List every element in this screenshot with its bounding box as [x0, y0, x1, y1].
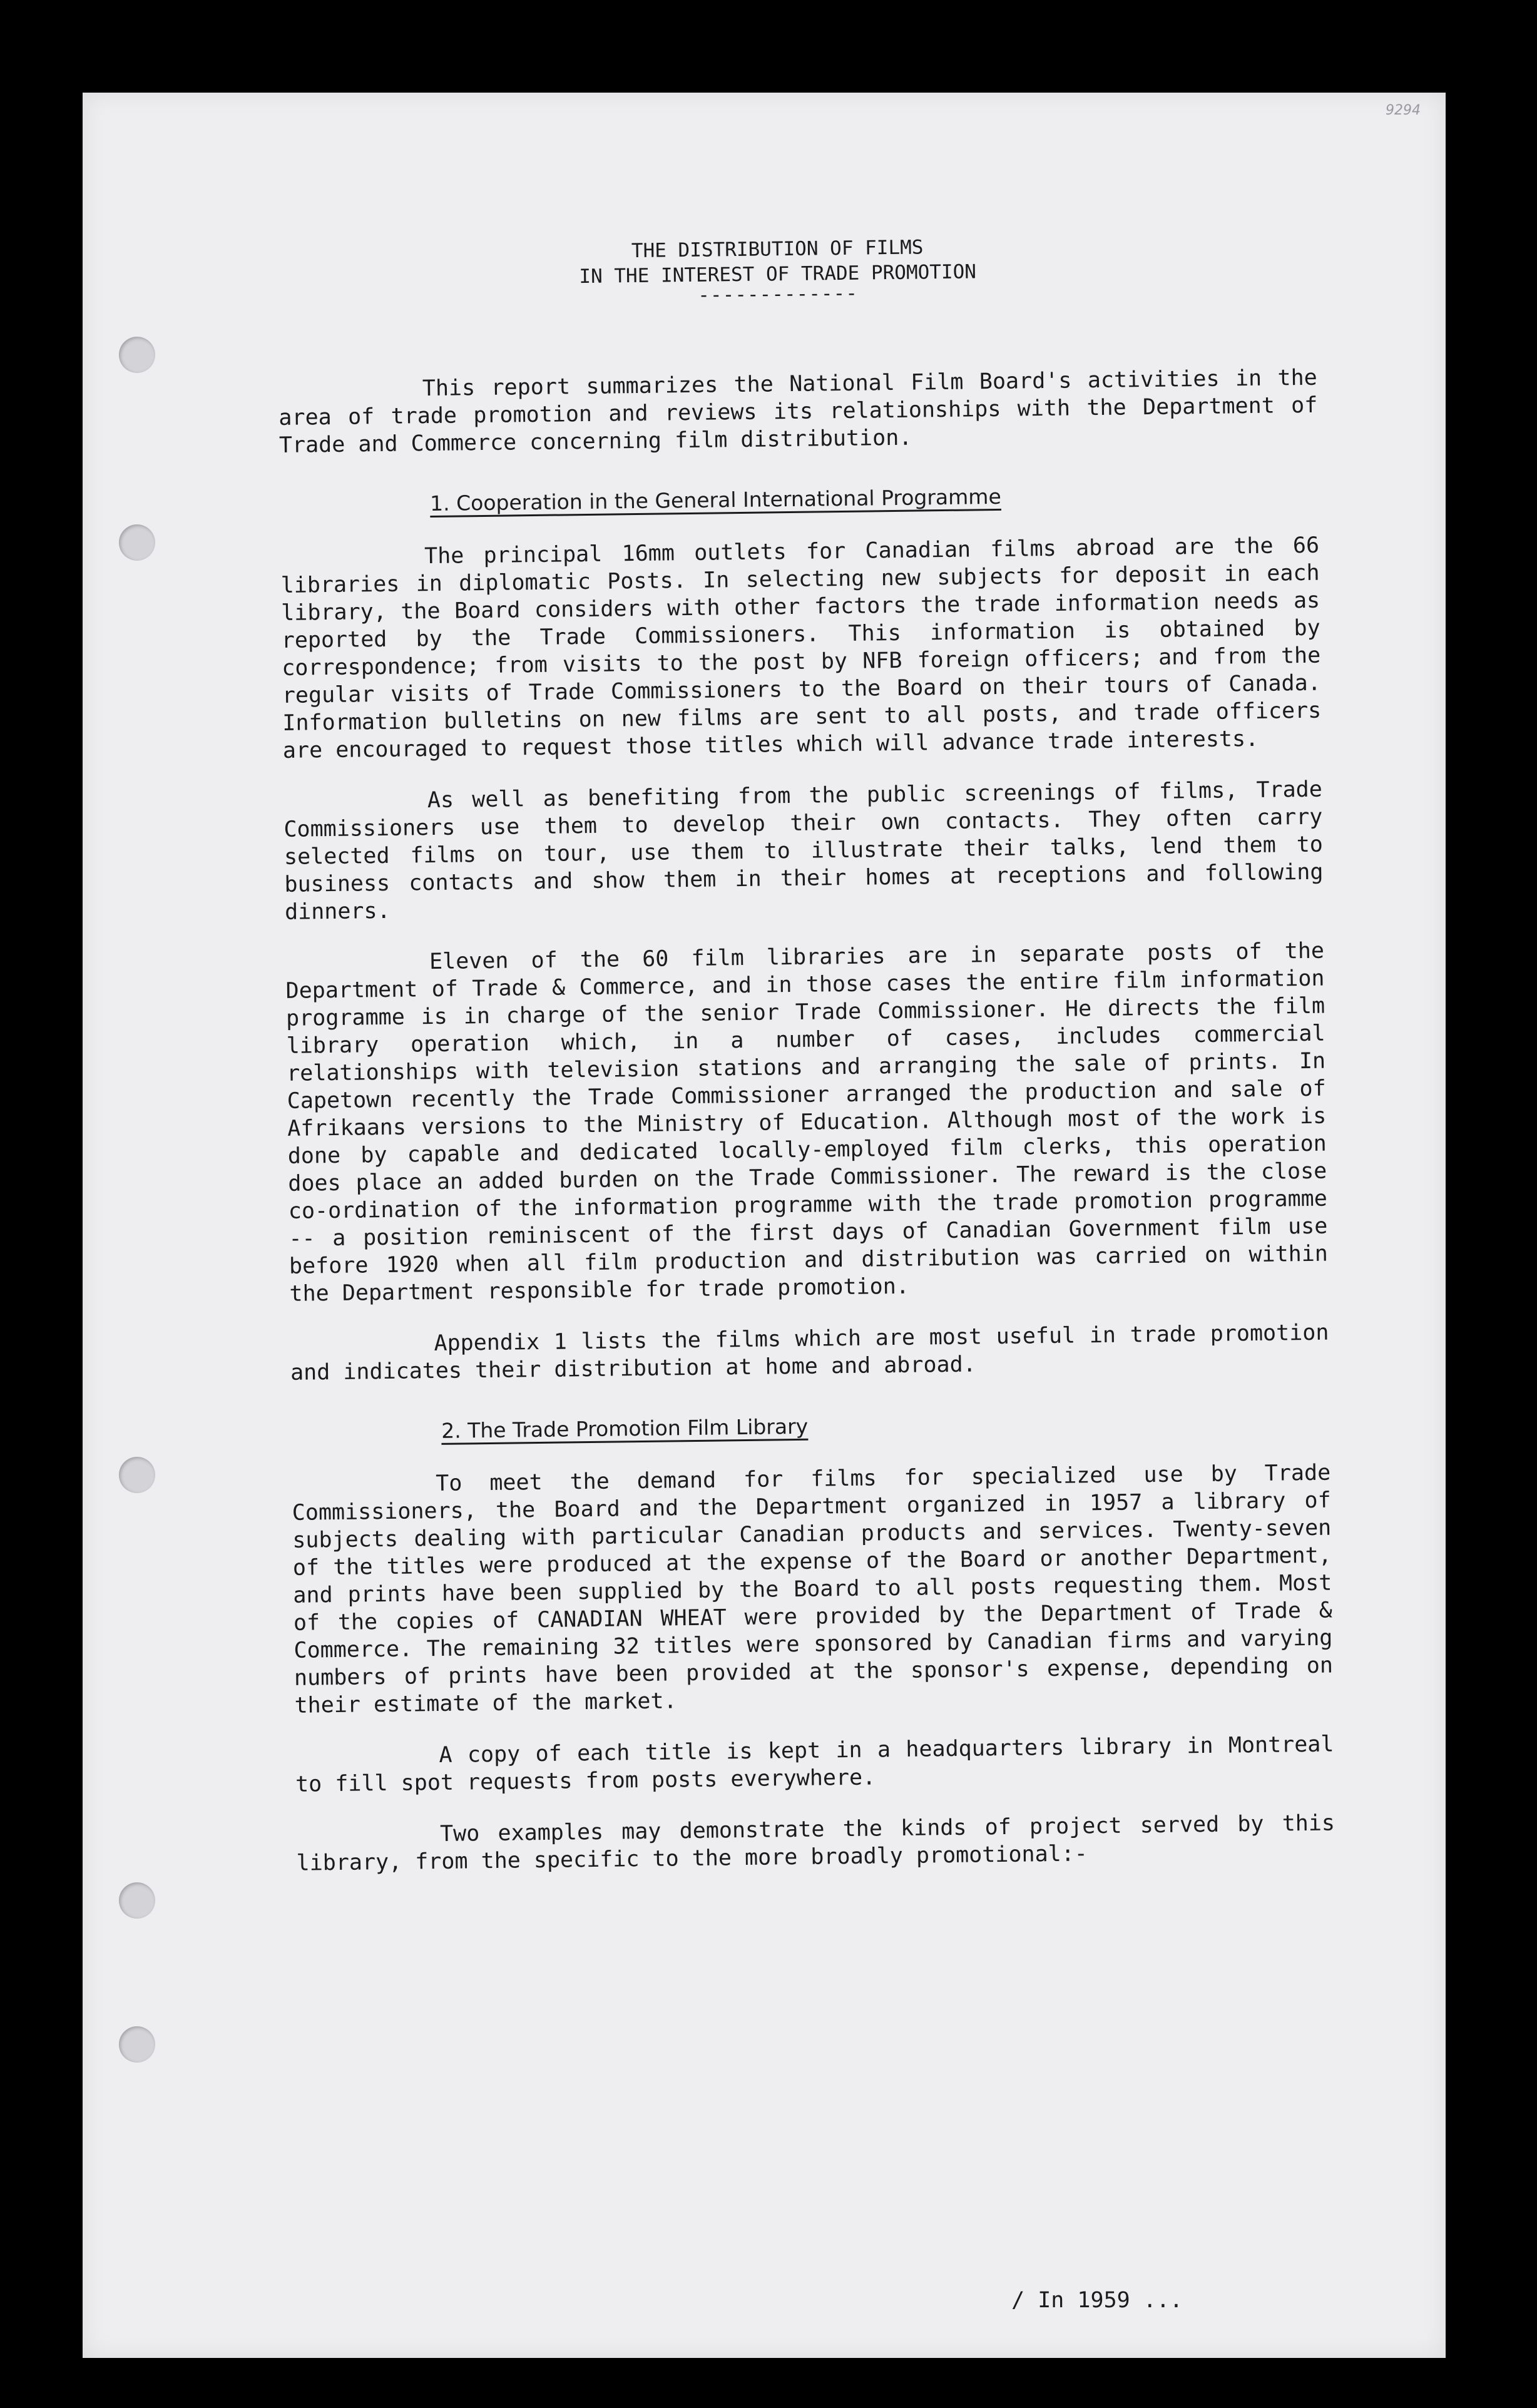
- section-2-paragraph-1: To meet the demand for films for specialized use by Trade Commissioners, the Board and the Department organized in 1957 a library of subjects dealing with particular Canadian products and services. Twenty-seven of the titles were produced at the expense of the Board or another Department, and prints have been supplied by the Board to all posts requesting them. Most of the copies of CANADIAN WHEAT were provided by the Department of Trade & Commerce. The remaining 32 titles were sponsored by Canadian firms and varying numbers of prints have been provided at the sponsor's expense, depending on their estimate of the market.: [292, 1460, 1334, 1718]
- intro-paragraph: This report summarizes the National Film Board's activities in the area of trade promotion and reviews its relationships with the Department of Trade and Commerce concerning film distribution.: [278, 365, 1318, 458]
- punch-hole-3: [119, 1457, 155, 1493]
- section-1-paragraph-1: The principal 16mm outlets for Canadian films abroad are the 66 libraries in diplomatic Posts. In selecting new subjects for deposit in each library, the Board considers with other factors the trade information needs as reported by the Trade Commissioners. This information is obtained by correspondence; from visits to the post by NFB foreign officers; and from the regular visits of Trade Commissioners to the Board on their tours of Canada. Information bulletins on new films are sent to all posts, and trade officers are encouraged to request those titles which will advance trade interests.: [280, 533, 1322, 763]
- section-1-paragraph-2: As well as benefiting from the public screenings of films, Trade Commissioners use them to develop their own contacts. They often carry selected films on tour, use them to illustrate their talks, lend them to business contacts and show them in their homes at receptions and following dinners.: [283, 777, 1324, 925]
- section-2-paragraph-2: A copy of each title is kept in a headquarters library in Montreal to fill spot requests from posts everywhere.: [295, 1732, 1334, 1797]
- title-line-1: THE DISTRIBUTION OF FILMS: [631, 236, 924, 263]
- page-number: 9294: [1386, 103, 1421, 118]
- punch-hole-2: [119, 524, 155, 561]
- section-1-paragraph-3: Eleven of the 60 film libraries are in separate posts of the Department of Trade & Commerce, and in those cases the entire film information programme is in charge of the senior Trade Commissioner. He directs the film library operation which, in a number of cases, includes commercial relationships with television stations and arranging the sale of prints. In Capetown recently the Trade Commissioner arranged the production and sale of Afrikaans versions to the Ministry of Education. Although most of the work is done by capable and dedicated locally-employed film clerks, this operation does place an added burden on the Trade Commissioner. The reward is the close co-ordination of the information programme with the trade promotion programme -- a position reminiscent of the first days of Canadian Government film use before 1920 when all film production and distribution was carried on within the Department responsible for trade promotion.: [285, 938, 1329, 1307]
- document-page: [83, 93, 1446, 2358]
- punch-hole-1: [119, 337, 155, 373]
- continuation-note: / In 1959 ...: [1011, 2288, 1183, 2313]
- punch-hole-4: [119, 1882, 155, 1919]
- section-1-paragraph-4: Appendix 1 lists the films which are most useful in trade promotion and indicates their distribution at home and abroad.: [290, 1320, 1329, 1385]
- section-1-heading: 1. Cooperation in the General International Programme: [429, 484, 1001, 516]
- document-body: [277, 230, 1335, 1901]
- punch-hole-5: [119, 2026, 155, 2063]
- section-2-heading: 2. The Trade Promotion Film Library: [441, 1414, 809, 1443]
- section-2-paragraph-3: Two examples may demonstrate the kinds of project served by this library, from the specific to the more broadly promotional:-: [296, 1810, 1335, 1876]
- title-rule: -------------: [698, 282, 859, 307]
- title-line-2: IN THE INTEREST OF TRADE PROMOTION: [579, 260, 977, 288]
